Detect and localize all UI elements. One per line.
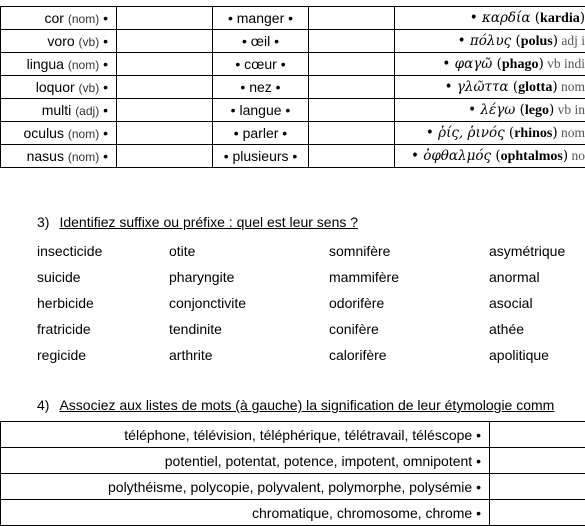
word-list: polythéisme, polycopie, polyvalent, polymorphe, polysémie [108,479,472,495]
etymology-row [1,422,585,448]
latin-word: nasus [27,148,64,164]
answer-cell [490,448,585,474]
french-word: langue [239,102,281,118]
bullet-dot: • [240,79,245,95]
matching-row [1,76,585,99]
greek-cell: • φαγῶ (phago) vb indi [395,53,585,76]
word-list-grid [37,238,585,368]
exercise-4-instruction: Associez aux listes de mots (à gauche) la signification de leur étymologie comm [59,397,554,413]
etymology-row [1,474,585,500]
word-item: asymétrique [489,243,585,259]
bullet-dot: • [476,427,481,443]
greek-word: καρδία [482,10,530,26]
transliteration: glotta [518,80,552,95]
word-item: pharyngite [169,269,329,285]
latin-word: lingua [27,56,64,72]
french-word: nez [249,79,272,95]
bullet-dot: • [235,56,240,72]
latin-cell [1,99,117,122]
exercise-3-instruction: Identifiez suffixe ou préfixe : quel est leur sens ? [59,214,358,230]
french-word: œil [251,33,270,49]
matching-row [1,122,585,145]
word-item: herbicide [37,295,169,311]
greek-cell: • λέγω (lego) vb in [395,99,585,122]
latin-word: multi [42,102,72,118]
latin-word: oculus [24,125,64,141]
greek-grammar-note: nom [558,125,585,140]
transliteration: ophtalmos [501,149,563,164]
etymology-row [1,448,585,474]
word-item: arthrite [169,347,329,363]
matching-table-etymology [0,421,585,526]
bullet-dot: • [282,125,287,141]
part-of-speech: (nom) [68,127,99,141]
word-item: tendinite [169,321,329,337]
word-item: insecticide [37,243,169,259]
french-cell [213,145,309,168]
latin-cell [1,122,117,145]
latin-word: cor [45,10,64,26]
greek-cell: • γλῶττα (glotta) nom [395,76,585,99]
blank-cell [309,145,395,168]
greek-word: γλῶττα [457,79,509,95]
latin-cell [1,7,117,30]
matching-row [1,7,585,30]
word-list-cell [1,448,490,474]
exercise-4-heading [37,397,554,413]
word-item: mammifère [329,269,489,285]
greek-cell: • ὀφθαλμός (ophtalmos) no [395,145,585,168]
greek-grammar-note: adj i [558,33,585,48]
bullet-dot: • [103,10,108,26]
exercise-4-number: 4) [37,397,49,413]
blank-cell [309,30,395,53]
blank-cell [117,76,213,99]
word-item: calorifère [329,347,489,363]
transliteration: polus [521,34,553,49]
blank-cell [117,122,213,145]
greek-word: φαγῶ [455,56,493,72]
bullet-dot: • [234,125,239,141]
word-list-cell [1,422,490,448]
word-row [37,342,585,368]
word-row [37,238,585,264]
latin-cell [1,30,117,53]
bullet-dot: • [242,33,247,49]
blank-cell [309,99,395,122]
blank-cell [309,76,395,99]
latin-cell [1,76,117,99]
blank-cell [117,30,213,53]
word-item: otite [169,243,329,259]
bullet-dot: • [445,79,453,95]
word-item: odorifère [329,295,489,311]
word-list-cell [1,474,490,500]
word-row [37,316,585,342]
greek-word: ὀφθαλμός [423,148,491,164]
matching-row [1,30,585,53]
part-of-speech: (nom) [68,150,99,164]
bullet-dot: • [103,79,108,95]
greek-word: ῥίς, ῥινός [438,125,505,141]
word-item: apolitique [489,347,585,363]
answer-cell [490,422,585,448]
blank-cell [117,7,213,30]
transliteration: phago [502,57,539,72]
word-row [37,264,585,290]
exercise-3-number: 3) [37,214,49,230]
blank-cell [117,145,213,168]
blank-cell [309,53,395,76]
blank-cell [117,99,213,122]
blank-cell [117,53,213,76]
greek-word: λέγω [480,102,515,118]
french-cell [213,7,309,30]
latin-cell [1,53,117,76]
bullet-dot: • [224,148,229,164]
bullet-dot: • [231,102,236,118]
greek-grammar-note: vb in [554,102,585,117]
exercise-3-heading [37,214,358,230]
bullet-dot: • [281,56,286,72]
word-list: téléphone, télévision, téléphérique, télétravail, téléscope [124,427,472,443]
bullet-dot: • [476,453,481,469]
word-item: conifère [329,321,489,337]
bullet-dot: • [285,102,290,118]
word-item: suicide [37,269,169,285]
bullet-dot: • [274,33,279,49]
bullet-dot: • [103,102,108,118]
bullet-dot: • [426,125,434,141]
word-item: somnifère [329,243,489,259]
bullet-dot: • [476,479,481,495]
word-item: athée [489,321,585,337]
french-cell [213,53,309,76]
bullet-dot: • [103,125,108,141]
french-cell [213,30,309,53]
answer-cell [490,474,585,500]
french-word: plusieurs [232,148,288,164]
greek-cell: • πόλυς (polus) adj i [395,30,585,53]
bullet-dot: • [276,79,281,95]
greek-grammar-note: nom [558,79,585,94]
word-item: asocial [489,295,585,311]
part-of-speech: (adj) [75,104,99,118]
latin-word: voro [47,33,74,49]
word-list: potentiel, potentat, potence, impotent, omnipotent [165,453,472,469]
matching-row [1,145,585,168]
part-of-speech: (vb) [79,81,100,95]
transliteration: kardia [540,11,580,26]
bullet-dot: • [476,505,481,521]
bullet-dot: • [411,148,419,164]
part-of-speech: (vb) [79,35,100,49]
blank-cell [309,122,395,145]
blank-cell [309,7,395,30]
greek-word: πόλυς [470,33,511,49]
bullet-dot: • [458,33,466,49]
bullet-dot: • [103,33,108,49]
bullet-dot: • [442,56,450,72]
transliteration: lego [525,103,549,118]
bullet-dot: • [228,10,233,26]
bullet-dot: • [470,10,478,26]
matching-row [1,99,585,122]
latin-word: loquor [36,79,75,95]
matching-row [1,53,585,76]
word-item: anormal [489,269,585,285]
bullet-dot: • [103,56,108,72]
word-item: regicide [37,347,169,363]
greek-grammar-note: vb indi [544,56,585,71]
word-row [37,290,585,316]
word-item: conjonctivite [169,295,329,311]
french-cell [213,99,309,122]
bullet-dot: • [103,148,108,164]
part-of-speech: (nom) [68,12,99,26]
latin-cell [1,145,117,168]
word-item: fratricide [37,321,169,337]
matching-table-latin-french-greek [0,6,585,168]
bullet-dot: • [468,102,476,118]
french-word: parler [243,125,279,141]
bullet-dot: • [288,10,293,26]
part-of-speech: (nom) [68,58,99,72]
french-cell [213,122,309,145]
transliteration: rhinos [514,126,552,141]
french-word: cœur [244,56,277,72]
word-list: chromatique, chromosome, chrome [252,505,472,521]
french-word: manger [237,10,284,26]
greek-grammar-note: no [568,148,585,163]
greek-cell: • ῥίς, ῥινός (rhinos) nom [395,122,585,145]
bullet-dot: • [292,148,297,164]
french-cell [213,76,309,99]
greek-cell: • καρδία (kardia) [395,7,585,30]
